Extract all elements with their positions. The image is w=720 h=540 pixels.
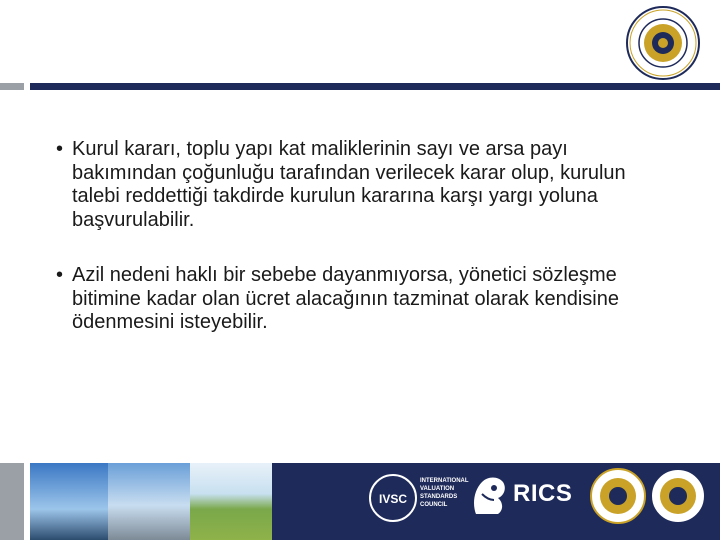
skyscraper-photo (108, 463, 190, 540)
bottom-left-gray-block (0, 463, 24, 540)
bullet-item (56, 138, 696, 232)
rics-lion-icon (470, 474, 508, 518)
top-accent-bar (30, 83, 720, 90)
bullet-text: Azil nedeni haklı bir sebebe dayanmıyorsa, yönetici sözleşme bitimine kadar olan ücret alacağının tazminat olarak kendisine ödenmesini isteyebilir. (72, 264, 619, 333)
bullet-text: Kurul kararı, toplu yapı kat maliklerinin sayı ve arsa payı bakımından çoğunluğu tarafından verilecek karar olup, kurulun talebi reddettiği takdirde kurulun kararına karşı yargı yoluna başvurulabilir. (72, 138, 626, 231)
ivsc-logo-icon (368, 473, 418, 523)
ivsc-logo-text: IVSC (378, 492, 408, 506)
seal-icon (590, 466, 646, 526)
rics-label: RICS (513, 480, 573, 507)
slide-content (56, 138, 696, 367)
top-left-gray-block (0, 83, 24, 90)
ivsc-text-line: VALUATION (420, 486, 455, 492)
ivsc-text-line: COUNCIL (420, 502, 448, 508)
bullet-marker: • (56, 138, 64, 160)
bullet-item (56, 264, 696, 335)
ivsc-text-line: STANDARDS (420, 494, 458, 500)
landscape-photo (190, 463, 272, 540)
ankara-university-seal-icon (626, 6, 700, 80)
city-skyline-photo (30, 463, 108, 540)
ivsc-text-line: INTERNATIONAL (420, 478, 469, 484)
ivsc-text (420, 477, 469, 509)
ankara-university-seal-icon (650, 466, 706, 526)
bullet-marker: • (56, 264, 64, 286)
